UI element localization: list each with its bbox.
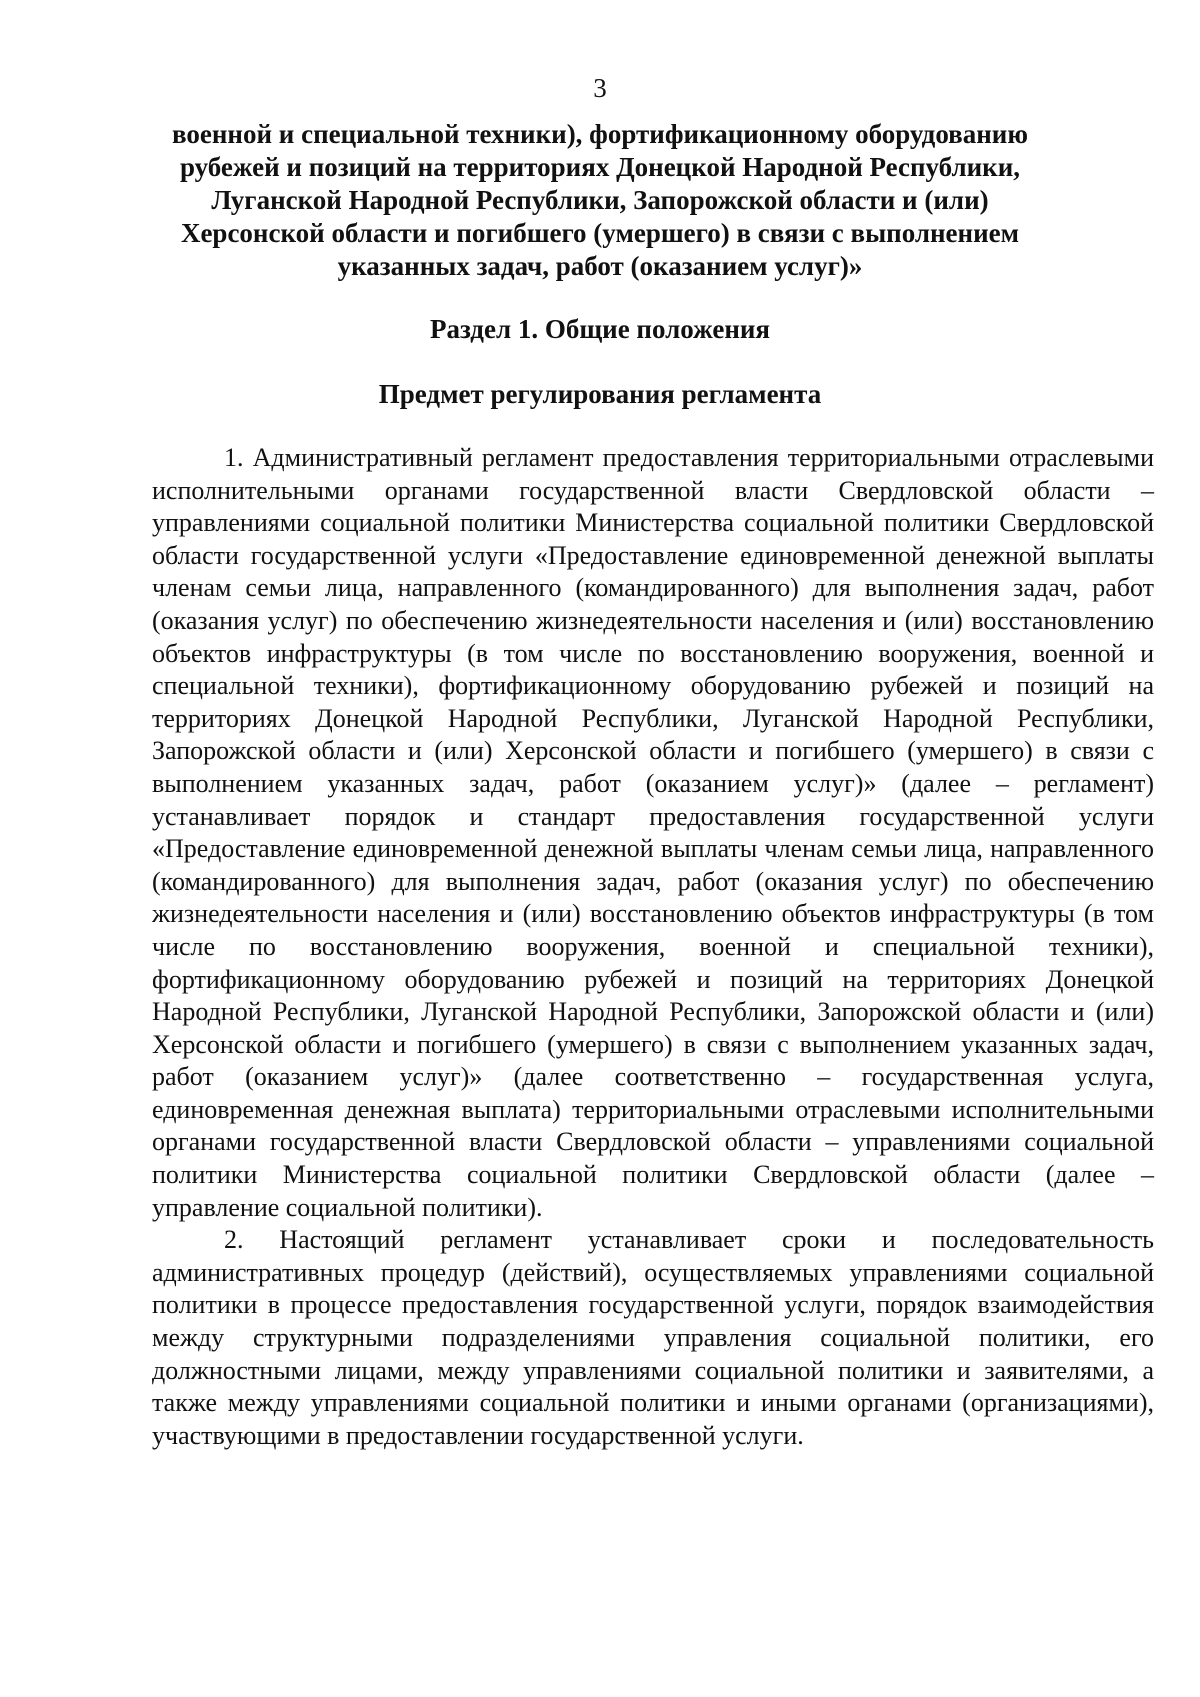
paragraph-2: 2. Настоящий регламент устанавливает сроки и последовательность административных процедур (действий), осуществляемых управлениями социальной политики в процессе предоставления государственной услуги, порядок взаимодействия между структурными подразделениями управления социальной политики, его должностными лицами, между управлениями социальной политики и заявителями, а также между управлениями социальной политики и иными органами (организациями), участвующими в предоставлении государственной услуги.: [152, 1225, 1154, 1450]
section-heading: Раздел 1. Общие положения: [429, 314, 771, 344]
document-body: [152, 442, 1154, 1452]
regulation-title: военной и специальной техники), фортификационному оборудованию рубежей и позиций на территориях Донецкой Народной Республики, Луганской Народной Республики, Запорожской области и (или) Херсонской области и погибшего (умершего) в связи с выполнением указанных задач, работ (оказанием услуг)»: [171, 119, 1028, 281]
subsection-heading: Предмет регулирования регламента: [378, 379, 822, 409]
paragraph-1: 1. Административный регламент предоставления территориальными отраслевыми исполнительными органами государственной власти Свердловской области – управлениями социальной политики Министерства социальной политики Свердловской области государственной услуги «Предоставление единовременной денежной выплаты членам семьи лица, направленного (командированного) для выполнения задач, работ (оказания услуг) по обеспечению жизнедеятельности населения и (или) восстановлению объектов инфраструктуры (в том числе по восстановлению вооружения, военной и специальной техники), фортификационному оборудованию рубежей и позиций на территориях Донецкой Народной Республики, Луганской Народной Республики, Запорожской области и (или) Херсонской области и погибшего (умершего) в связи с выполнением указанных задач, работ (оказанием услуг)» (далее – регламент) устанавливает порядок и стандарт предоставления государственной услуги «Предоставление единовременной денежной выплаты членам семьи лица, направленного (командированного) для выполнения задач, работ (оказания услуг) по обеспечению жизнедеятельности населения и (или) восстановлению объектов инфраструктуры (в том числе по восстановлению вооружения, военной и специальной техники), фортификационному оборудованию рубежей и позиций на территориях Донецкой Народной Республики, Луганской Народной Республики, Запорожской области и (или) Херсонской области и погибшего (умершего) в связи с выполнением указанных задач, работ (оказанием услуг)» (далее соответственно – государственная услуга, единовременная денежная выплата) территориальными отраслевыми исполнительными органами государственной власти Свердловской области – управлениями социальной политики Министерства социальной политики Свердловской области (далее – управление социальной политики).: [152, 443, 1154, 1222]
page-number: 3: [593, 73, 607, 103]
